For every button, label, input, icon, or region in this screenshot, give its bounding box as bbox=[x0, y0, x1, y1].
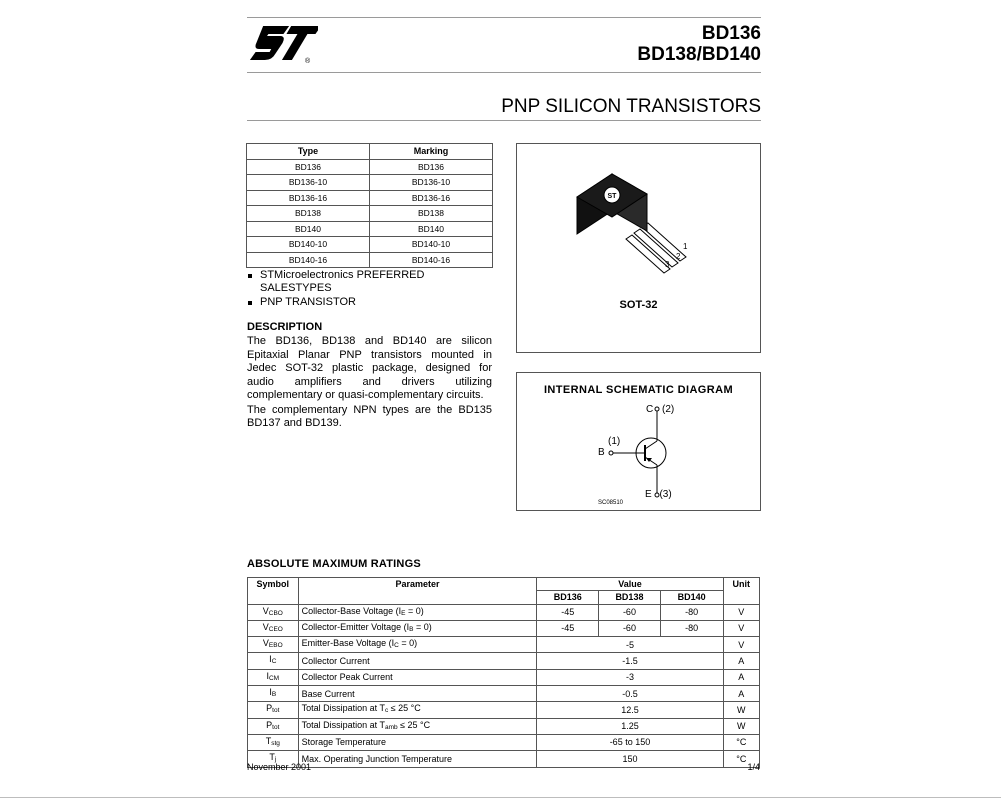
value-cell: 1.25 bbox=[537, 718, 723, 734]
marking-cell: BD136 bbox=[370, 159, 493, 175]
description-text bbox=[247, 335, 492, 432]
parameter: Total Dissipation at T bbox=[301, 703, 385, 714]
type-cell: BD136-16 bbox=[247, 190, 370, 206]
table-row bbox=[248, 653, 760, 669]
symbol-subscript: CEO bbox=[268, 625, 283, 633]
variant-header: BD138 bbox=[599, 591, 661, 604]
parameter-tail: ≤ 25 °C bbox=[397, 719, 431, 730]
table-row bbox=[248, 637, 760, 653]
symbol-cell bbox=[248, 734, 299, 750]
schematic-title: INTERNAL SCHEMATIC DIAGRAM bbox=[543, 384, 734, 396]
feature-item: PNP TRANSISTOR bbox=[247, 296, 492, 309]
marking-cell: BD140 bbox=[370, 221, 493, 237]
symbol: I bbox=[269, 687, 272, 698]
symbol-subscript: tot bbox=[272, 707, 280, 715]
value-cell: 150 bbox=[537, 751, 723, 767]
parameter: Emitter-Base Voltage (I bbox=[301, 638, 395, 649]
ratings-title: ABSOLUTE MAXIMUM RATINGS bbox=[247, 558, 421, 570]
collector-pin: (2) bbox=[662, 404, 675, 415]
symbol: P bbox=[266, 719, 273, 730]
symbol-cell bbox=[248, 686, 299, 702]
parameter-cell: Collector Peak Current bbox=[298, 669, 537, 685]
description-heading: DESCRIPTION bbox=[247, 321, 323, 333]
value-header: Value bbox=[537, 578, 723, 591]
symbol-subscript: stg bbox=[271, 739, 280, 747]
parameter-cell: Max. Operating Junction Temperature bbox=[298, 751, 537, 767]
page-edge bbox=[0, 797, 1001, 798]
symbol: V bbox=[262, 605, 269, 616]
registered-mark: ® bbox=[305, 58, 311, 65]
table-row bbox=[248, 669, 760, 685]
table-row bbox=[247, 221, 493, 237]
pnp-transistor-symbol bbox=[597, 403, 707, 503]
table-row bbox=[248, 751, 760, 767]
ratings-header-row bbox=[248, 578, 760, 591]
parameter-subscript: E bbox=[401, 609, 406, 617]
value-cell: -45 bbox=[537, 604, 599, 620]
value-cell: -60 bbox=[599, 604, 661, 620]
type-cell: BD140-10 bbox=[247, 237, 370, 253]
symbol: I bbox=[269, 654, 272, 665]
collector-label bbox=[646, 404, 674, 415]
value-cell: -45 bbox=[537, 620, 599, 636]
table-row bbox=[248, 718, 760, 734]
feature-list bbox=[247, 269, 492, 310]
symbol-subscript: j bbox=[274, 756, 277, 764]
parameter-tail: = 0) bbox=[413, 621, 432, 632]
svg-text:ST: ST bbox=[607, 193, 617, 200]
symbol-cell bbox=[248, 669, 299, 685]
symbol: T bbox=[269, 752, 275, 763]
table-row bbox=[247, 252, 493, 268]
pin-1-label: 1 bbox=[683, 242, 688, 251]
marking-cell: BD138 bbox=[370, 206, 493, 222]
table-row bbox=[247, 159, 493, 175]
table-row bbox=[247, 175, 493, 191]
unit-cell: W bbox=[723, 718, 759, 734]
table-header-row bbox=[247, 144, 493, 160]
type-cell: BD140 bbox=[247, 221, 370, 237]
description-paragraph: The complementary NPN types are the BD135 BD137 and BD139. bbox=[247, 403, 492, 429]
pin-2-label: 2 bbox=[676, 252, 681, 261]
emitter-pin: (3) bbox=[659, 489, 672, 500]
part-number-line1: BD136 bbox=[701, 23, 761, 44]
symbol-header: Symbol bbox=[248, 578, 299, 605]
unit-cell: W bbox=[723, 702, 759, 718]
table-row bbox=[247, 237, 493, 253]
marking-cell: BD140-10 bbox=[370, 237, 493, 253]
symbol-subscript: CBO bbox=[268, 609, 283, 617]
value-cell: -5 bbox=[537, 637, 723, 653]
unit-cell: A bbox=[723, 686, 759, 702]
parameter-cell bbox=[298, 604, 537, 620]
pin-3-label: 3 bbox=[665, 260, 670, 269]
parameter-subscript: amb bbox=[384, 723, 398, 731]
header-rule bbox=[247, 72, 761, 73]
type-cell: BD136-10 bbox=[247, 175, 370, 191]
unit-cell: °C bbox=[723, 751, 759, 767]
base-pin-label: (1) bbox=[608, 436, 621, 447]
type-header: Type bbox=[247, 144, 370, 160]
page-number: 1/4 bbox=[747, 762, 760, 772]
schematic-box bbox=[516, 372, 761, 511]
parameter-cell bbox=[298, 620, 537, 636]
symbol-subscript: tot bbox=[272, 723, 280, 731]
table-row bbox=[247, 190, 493, 206]
value-cell: -60 bbox=[599, 620, 661, 636]
value-cell: -1.5 bbox=[537, 653, 723, 669]
symbol: V bbox=[262, 638, 269, 649]
package-label: SOT-32 bbox=[619, 299, 658, 311]
symbol: V bbox=[262, 621, 269, 632]
type-cell: BD140-16 bbox=[247, 252, 370, 268]
value-cell: 12.5 bbox=[537, 702, 723, 718]
parameter: Collector-Emitter Voltage (I bbox=[301, 621, 410, 632]
parameter-subscript: C bbox=[394, 642, 399, 650]
document-subtitle: PNP SILICON TRANSISTORS bbox=[501, 96, 761, 117]
symbol: T bbox=[265, 735, 272, 746]
unit-cell: V bbox=[723, 620, 759, 636]
emitter-letter: E bbox=[645, 489, 652, 500]
part-number-line2: BD138/BD140 bbox=[637, 44, 761, 65]
table-row bbox=[248, 604, 760, 620]
value-cell: -65 to 150 bbox=[537, 734, 723, 750]
value-cell: -0.5 bbox=[537, 686, 723, 702]
table-row bbox=[248, 734, 760, 750]
top-rule bbox=[247, 17, 761, 18]
ratings-table bbox=[247, 577, 760, 768]
value-cell: -3 bbox=[537, 669, 723, 685]
parameter-cell: Collector Current bbox=[298, 653, 537, 669]
symbol-cell bbox=[248, 653, 299, 669]
symbol-cell bbox=[248, 620, 299, 636]
symbol-cell bbox=[248, 718, 299, 734]
parameter-cell: Storage Temperature bbox=[298, 734, 537, 750]
unit-cell: A bbox=[723, 653, 759, 669]
base-label: B bbox=[598, 447, 605, 458]
marking-cell: BD136-10 bbox=[370, 175, 493, 191]
value-cell: -80 bbox=[660, 620, 723, 636]
subtitle-rule bbox=[247, 120, 761, 121]
sot32-package-image bbox=[572, 159, 712, 279]
unit-cell: °C bbox=[723, 734, 759, 750]
type-cell: BD138 bbox=[247, 206, 370, 222]
parameter-subscript: B bbox=[409, 625, 414, 633]
symbol-cell bbox=[248, 604, 299, 620]
table-row bbox=[248, 686, 760, 702]
parameter-tail: = 0) bbox=[398, 638, 418, 649]
parameter-header: Parameter bbox=[298, 578, 537, 605]
marking-cell: BD140-16 bbox=[370, 252, 493, 268]
table-row bbox=[248, 702, 760, 718]
parameter-cell bbox=[298, 702, 537, 718]
parameter-subscript: c bbox=[384, 707, 389, 715]
schematic-code: SC08510 bbox=[598, 500, 624, 506]
feature-item: STMicroelectronics PREFERRED SALESTYPES bbox=[247, 269, 445, 295]
description-paragraph: The BD136, BD138 and BD140 are silicon Epitaxial Planar PNP transistors mounted in Jedec SOT-32 plastic package, designed for audio amplifiers and drivers utilizing complementary or quasi-complementary circuits. bbox=[247, 335, 492, 401]
unit-cell: V bbox=[723, 637, 759, 653]
marking-cell: BD136-16 bbox=[370, 190, 493, 206]
parameter: Collector-Base Voltage (I bbox=[301, 605, 402, 616]
emitter-label bbox=[645, 489, 672, 500]
marking-header: Marking bbox=[370, 144, 493, 160]
package-box bbox=[516, 143, 761, 353]
unit-cell: A bbox=[723, 669, 759, 685]
unit-cell: V bbox=[723, 604, 759, 620]
collector-letter: C bbox=[646, 404, 654, 415]
parameter-cell bbox=[298, 637, 537, 653]
parameter-tail: = 0) bbox=[405, 605, 424, 616]
symbol-cell bbox=[248, 702, 299, 718]
parameter-cell: Base Current bbox=[298, 686, 537, 702]
value-cell: -80 bbox=[660, 604, 723, 620]
symbol: I bbox=[266, 670, 269, 681]
footer-date: November 2001 bbox=[247, 762, 312, 772]
variant-header: BD140 bbox=[660, 591, 723, 604]
symbol-subscript: CM bbox=[268, 674, 280, 682]
parameter: Total Dissipation at T bbox=[301, 719, 385, 730]
unit-header: Unit bbox=[723, 578, 759, 605]
type-marking-table bbox=[246, 143, 493, 268]
variant-header: BD136 bbox=[537, 591, 599, 604]
table-row bbox=[247, 206, 493, 222]
parameter-tail: ≤ 25 °C bbox=[388, 703, 421, 714]
symbol-cell bbox=[248, 637, 299, 653]
type-cell: BD136 bbox=[247, 159, 370, 175]
table-row bbox=[248, 620, 760, 636]
symbol-subscript: C bbox=[271, 658, 277, 666]
symbol: P bbox=[266, 703, 273, 714]
parameter-cell bbox=[298, 718, 537, 734]
symbol-subscript: EBO bbox=[268, 642, 283, 650]
symbol-subscript: B bbox=[271, 691, 277, 699]
